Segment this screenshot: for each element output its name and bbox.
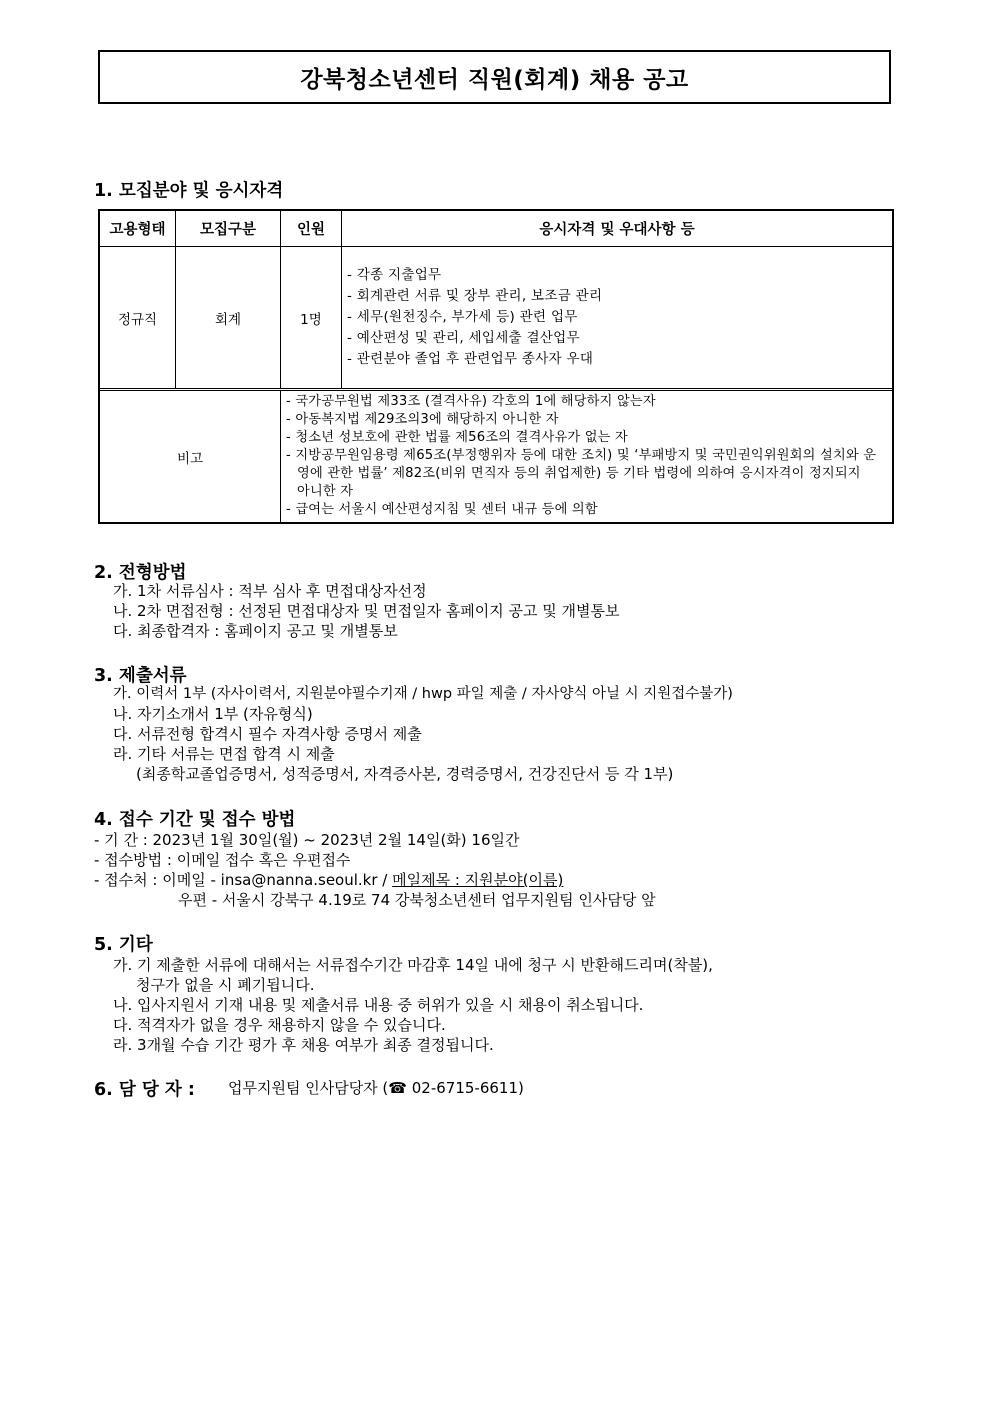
list-item: 나. 2차 면접전형 : 선정된 면접대상자 및 면접일자 홈페이지 공고 및 개별통보 — [113, 602, 620, 620]
section3-heading: 3. 제출서류 — [94, 666, 187, 686]
section6-heading: 6. 담 당 자 : — [94, 1080, 195, 1100]
list-item: 다. 적격자가 없을 경우 채용하지 않을 수 있습니다. — [113, 1016, 446, 1034]
note-item: - 청소년 성보호에 관한 법률 제56조의 결격사유가 없는 자 — [286, 430, 628, 445]
table-header-row — [100, 211, 892, 247]
header-count: 인원 — [281, 211, 342, 246]
cell-type: 정규직 — [100, 247, 176, 388]
list-item: 청구가 없을 시 폐기됩니다. — [136, 976, 315, 994]
list-item: 가. 1차 서류심사 : 적부 심사 후 면접대상자선정 — [113, 582, 427, 600]
list-item: 라. 기타 서류는 면접 합격 시 제출 — [113, 745, 335, 763]
list-item: 가. 기 제출한 서류에 대해서는 서류접수기간 마감후 14일 내에 청구 시 반환해드리며(착불), — [113, 956, 713, 974]
qualification-item: - 관련분야 졸업 후 관련업무 종사자 우대 — [347, 351, 594, 367]
header-type: 고용형태 — [100, 211, 176, 246]
email-line — [94, 870, 563, 890]
list-item: 나. 자기소개서 1부 (자유형식) — [113, 705, 313, 723]
list-item: 나. 입사지원서 기재 내용 및 제출서류 내용 중 허위가 있을 시 채용이 취소됩니다. — [113, 996, 644, 1014]
email-address: - 접수처 : 이메일 - insa@nanna.seoul.kr / — [94, 871, 393, 889]
note-item: - 지방공무원임용령 제65조(부정행위자 등에 대한 조치) 및 ‘부패방지 및 국민권익위원회의 설치와 운영에 관한 법률’ 제82조(비위 면직자 등의 취업제한) 등 기타 법령에 의하여 응시자격이 정지되지 아니한 자 — [286, 448, 877, 499]
qualification-item: - 세무(원천징수, 부가세 등) 관련 업무 — [347, 309, 578, 325]
header-category: 모집구분 — [176, 211, 281, 246]
qualification-item: - 회계관련 서류 및 장부 관리, 보조금 관리 — [347, 288, 603, 304]
qualification-item: - 예산편성 및 관리, 세입세출 결산업무 — [347, 330, 580, 346]
contact-text: 업무지원팀 인사담당자 (☎ 02-6715-6611) — [228, 1079, 524, 1097]
list-item: 가. 이력서 1부 (자사이력서, 지원분야필수기재 / hwp 파일 제출 / 자사양식 아닐 시 지원접수불가) — [113, 686, 733, 702]
note-item: - 급여는 서울시 예산편성지침 및 센터 내규 등에 의함 — [286, 502, 598, 517]
table-row — [100, 247, 892, 391]
list-item: 다. 최종합격자 : 홈페이지 공고 및 개별통보 — [113, 622, 398, 640]
header-qualifications: 응시자격 및 우대사항 등 — [539, 222, 695, 238]
notes-row — [100, 391, 892, 522]
cell-category: 회계 — [176, 247, 281, 388]
note-item: - 아동복지법 제29조의3에 해당하지 아니한 자 — [286, 412, 559, 427]
period-line: - 기 간 : 2023년 1월 30일(월) ~ 2023년 2월 14일(화) 16일간 — [94, 831, 520, 849]
qualification-item: - 각종 지출업무 — [347, 267, 442, 283]
section4-heading: 4. 접수 기간 및 접수 방법 — [94, 810, 296, 830]
section5-heading: 5. 기타 — [94, 935, 153, 955]
notes-label: 비고 — [100, 391, 281, 522]
email-subject: 메일제목 : 지원분야(이름) — [392, 871, 564, 889]
notes-list — [281, 391, 892, 522]
page-title: 강북청소년센터 직원(회계) 채용 공고 — [98, 50, 891, 104]
post-line: 우편 - 서울시 강북구 4.19로 74 강북청소년센터 업무지원팀 인사담당 앞 — [178, 891, 656, 909]
note-item: - 국가공무원법 제33조 (결격사유) 각호의 1에 해당하지 않는자 — [286, 394, 656, 409]
list-item: 다. 서류전형 합격시 필수 자격사항 증명서 제출 — [113, 725, 422, 743]
cell-count: 1명 — [281, 247, 342, 388]
list-item: 라. 3개월 수습 기간 평가 후 채용 여부가 최종 결정됩니다. — [113, 1036, 494, 1054]
section2-heading: 2. 전형방법 — [94, 563, 187, 583]
method-line: - 접수방법 : 이메일 접수 혹은 우편접수 — [94, 851, 351, 869]
list-item: (최종학교졸업증명서, 성적증명서, 자격증사본, 경력증명서, 건강진단서 등 각 1부) — [136, 765, 674, 783]
recruit-table — [98, 209, 894, 524]
section1-heading: 1. 모집분야 및 응시자격 — [94, 181, 284, 201]
cell-qualifications — [342, 247, 892, 388]
